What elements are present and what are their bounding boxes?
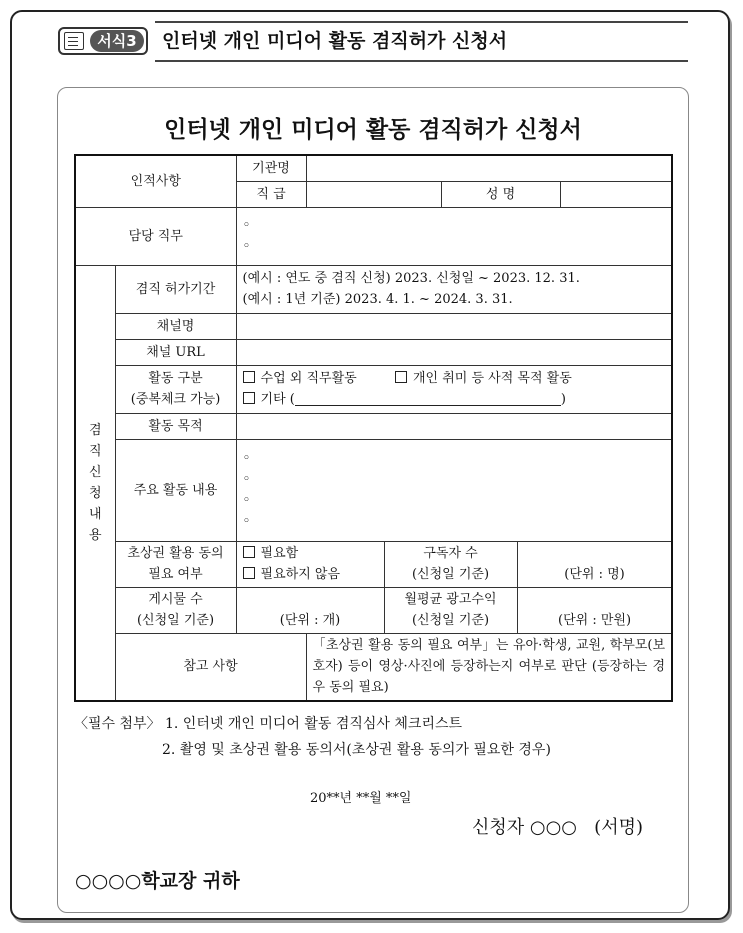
duty-bullet: ◦	[242, 239, 251, 254]
required-attachments	[74, 711, 551, 763]
channel-name-label: 채널명	[115, 313, 236, 339]
portrait-options: 필요함 필요하지 않음	[236, 541, 384, 587]
duty-field[interactable]	[236, 207, 672, 265]
duty-bullet: ◦	[242, 218, 251, 233]
application-form	[74, 154, 673, 702]
purpose-field[interactable]	[236, 413, 672, 439]
checkbox-other[interactable]	[243, 392, 255, 404]
checkbox-hobby[interactable]	[395, 371, 407, 383]
rank-field[interactable]	[306, 181, 441, 207]
header-rule-bottom	[155, 60, 688, 62]
header-rule-top	[155, 21, 688, 23]
subscribers-field[interactable]: (단위 : 명)	[517, 541, 672, 587]
attachment-1: 〈필수 첨부〉 1. 인터넷 개인 미디어 활동 겸직심사 체크리스트	[74, 716, 463, 732]
application-date: 20**년 **월 **일	[310, 791, 412, 806]
document-title: 인터넷 개인 미디어 활동 겸직허가 신청서	[164, 117, 582, 143]
other-blank[interactable]	[295, 391, 561, 406]
channel-name-field[interactable]	[236, 313, 672, 339]
channel-url-field[interactable]	[236, 339, 672, 365]
duty-label: 담당 직무	[75, 207, 236, 265]
checkbox-portrait-not-needed[interactable]	[243, 567, 255, 579]
posts-label: 게시물 수 (신청일 기준)	[115, 587, 236, 633]
personal-label: 인적사항	[75, 155, 236, 207]
checkbox-in-class[interactable]	[243, 371, 255, 383]
addressee: ○○○○학교장 귀하	[75, 870, 240, 892]
revenue-field[interactable]: (단위 : 만원)	[517, 587, 672, 633]
purpose-label: 활동 목적	[115, 413, 236, 439]
rank-label: 직 급	[236, 181, 306, 207]
activity-type-label: 활동 구분 (중복체크 가능)	[115, 365, 236, 413]
main-activity-field[interactable]: ◦ ◦ ◦ ◦	[236, 439, 672, 541]
revenue-label: 월평균 광고수익 (신청일 기준)	[384, 587, 517, 633]
reference-text: 「초상권 활용 동의 필요 여부」는 유아·학생, 교원, 학부모(보호자) 등이 영상·사진에 등장하는지 여부로 판단 (등장하는 경우 동의 필요)	[306, 633, 672, 701]
subscribers-label: 구독자 수 (신청일 기준)	[384, 541, 517, 587]
posts-field[interactable]: (단위 : 개)	[236, 587, 384, 633]
activity-type-field: 수업 외 직무활동 개인 취미 등 사적 목적 활동 기타 ( )	[236, 365, 672, 413]
portrait-label: 초상권 활용 동의 필요 여부	[115, 541, 236, 587]
document-pencil-icon	[64, 32, 84, 50]
header-title: 인터넷 개인 미디어 활동 겸직허가 신청서	[162, 30, 508, 52]
name-field[interactable]	[560, 181, 672, 207]
org-label: 기관명	[236, 155, 306, 181]
name-label: 성 명	[441, 181, 560, 207]
period-label: 겸직 허가기간	[115, 265, 236, 313]
org-field[interactable]	[306, 155, 672, 181]
attachment-2: 2. 촬영 및 초상권 활용 동의서(초상권 활용 동의가 필요한 경우)	[162, 742, 551, 758]
main-activity-label: 주요 활동 내용	[115, 439, 236, 541]
form-badge	[58, 27, 148, 55]
period-field[interactable]: (예시 : 연도 중 겸직 신청) 2023. 신청일 ~ 2023. 12. 31. (예시 : 1년 기준) 2023. 4. 1. ~ 2024. 3. 31.	[236, 265, 672, 313]
checkbox-portrait-needed[interactable]	[243, 546, 255, 558]
applicant-signature: 신청자 ○○○ (서명)	[472, 817, 643, 838]
concurrent-side-label: 겸 직 신 청 내 용	[75, 265, 115, 701]
channel-url-label: 채널 URL	[115, 339, 236, 365]
form-number: 서식3	[90, 30, 144, 52]
reference-label: 참고 사항	[115, 633, 306, 701]
